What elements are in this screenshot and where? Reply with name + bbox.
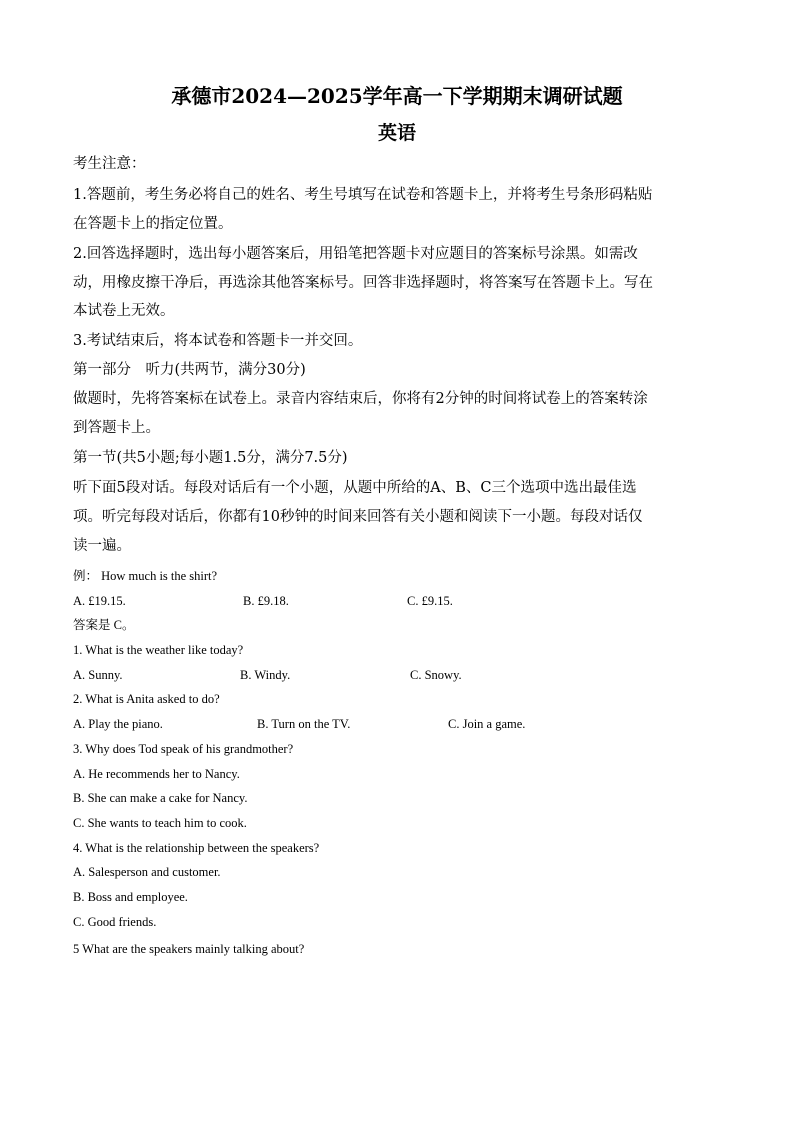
question-4-option-a: A. Salesperson and customer. [73, 865, 221, 879]
question-1-stem: 1. What is the weather like today? [73, 643, 244, 657]
part-1-instruction-line-2: 到答题卡上。 [73, 420, 160, 436]
part-1-instruction-line-1: 做题时，先将答案标在试卷上。录音内容结束后，你将有2分钟的时间将试卷上的答案转涂 [73, 391, 648, 407]
question-3-option-a: A. He recommends her to Nancy. [73, 767, 240, 781]
question-2-option-c: C. Join a game. [448, 717, 526, 731]
notice-item-2-line-3: 本试卷上无效。 [73, 303, 175, 319]
section-1-instruction-line-3: 读一遍。 [73, 538, 131, 554]
notice-item-2-line-1: 2.回答选择题时，选出每小题答案后，用铅笔把答题卡对应题目的答案标号涂黑。如需改 [73, 246, 638, 262]
question-2-stem: 2. What is Anita asked to do? [73, 692, 220, 706]
question-1-option-c: C. Snowy. [410, 668, 462, 682]
question-2-option-b: B. Turn on the TV. [257, 717, 351, 731]
notice-item-1-line-2: 在答题卡上的指定位置。 [73, 216, 233, 232]
section-1-heading: 第一节(共5小题;每小题1.5分，满分7.5分) [73, 450, 348, 466]
question-1-option-a: A. Sunny. [73, 668, 123, 682]
example-question: 例： How much is the shirt? [73, 569, 218, 583]
notice-item-2-line-2: 动，用橡皮擦干净后，再选涂其他答案标号。回答非选择题时，将答案写在答题卡上。写在 [73, 275, 653, 291]
section-1-instruction-line-2: 项。听完每段对话后，你都有10秒钟的时间来回答有关小题和阅读下一小题。每段对话仅 [73, 509, 643, 525]
notice-item-1-line-1: 1.答题前，考生务必将自己的姓名、考生号填写在试卷和答题卡上，并将考生号条形码粘贴 [73, 187, 653, 203]
part-1-heading: 第一部分 听力(共两节，满分30分) [73, 362, 306, 378]
question-4-option-b: B. Boss and employee. [73, 890, 188, 904]
notice-item-3: 3.考试结束后，将本试卷和答题卡一并交回。 [73, 333, 363, 349]
question-2-option-a: A. Play the piano. [73, 717, 163, 731]
example-option-c: C. £9.15. [407, 594, 453, 608]
notice-heading: 考生注意： [73, 156, 146, 172]
question-3-stem: 3. Why does Tod speak of his grandmother? [73, 742, 294, 756]
subject-title: 英语 [377, 122, 416, 144]
example-answer: 答案是 C。 [73, 618, 135, 632]
question-3-option-c: C. She wants to teach him to cook. [73, 816, 247, 830]
question-4-option-c: C. Good friends. [73, 915, 157, 929]
exam-title: 承德市2024—2025学年高一下学期期末调研试题 [171, 84, 623, 108]
question-1-option-b: B. Windy. [240, 668, 291, 682]
question-3-option-b: B. She can make a cake for Nancy. [73, 791, 248, 805]
example-option-a: A. £19.15. [73, 594, 126, 608]
question-5-stem: 5 What are the speakers mainly talking about? [73, 942, 305, 956]
example-option-b: B. £9.18. [243, 594, 289, 608]
question-4-stem: 4. What is the relationship between the speakers? [73, 841, 320, 855]
section-1-instruction-line-1: 听下面5段对话。每段对话后有一个小题，从题中所给的A、B、C三个选项中选出最佳选 [73, 480, 637, 496]
